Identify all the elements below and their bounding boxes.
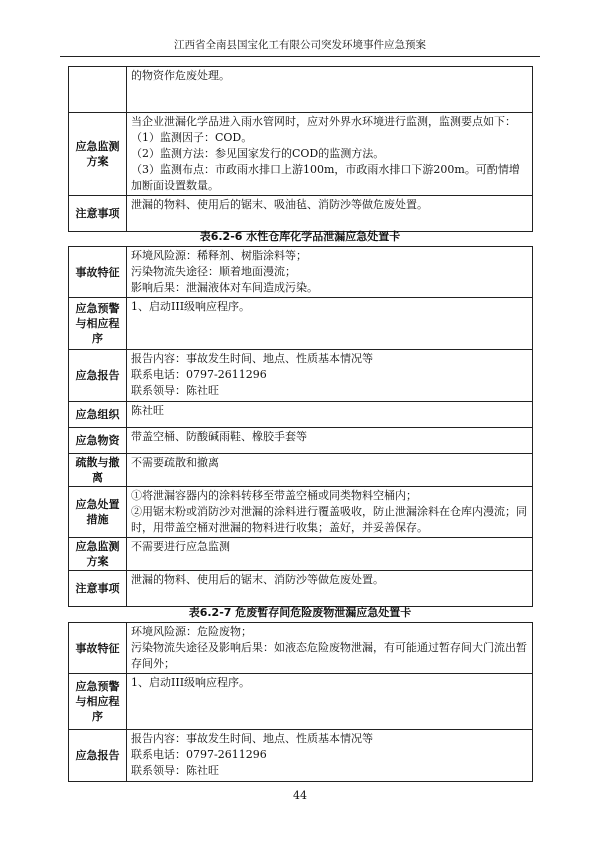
content-line: ②用锯末粉或消防沙对泄漏的涂料进行覆盖吸收，防止泄漏涂料在仓库内漫流；同时，用带盖空桶对泄漏的物料进行收集；盖好，并妥善保存。 — [131, 505, 527, 534]
table-row — [69, 113, 533, 196]
content-line: 报告内容：事故发生时间、地点、性质基本情况等 — [131, 732, 373, 745]
row-label: 应急报告 — [69, 730, 127, 782]
row-label: 事故特征 — [69, 623, 127, 674]
table-row — [69, 196, 533, 232]
table-row — [69, 454, 533, 487]
row-label: 应急组织 — [69, 402, 127, 428]
content-line: 1、启动III级响应程序。 — [131, 300, 251, 313]
content-line: 环境风险源：稀释剂、树脂涂料等； — [131, 249, 307, 262]
content-line: 污染物流失途径：顺着地面漫流； — [131, 265, 296, 278]
content-line: 报告内容：事故发生时间、地点、性质基本情况等 — [131, 352, 373, 365]
content-line: 污染物流失途径及影响后果：如液态危险废物泄漏，有可能通过暂存间大门流出暂存间外； — [131, 641, 527, 670]
table-row — [69, 571, 533, 607]
page-number: 44 — [293, 789, 307, 802]
content-line: 不需要进行应急监测 — [131, 540, 230, 553]
content-line: 联系领导：陈社旺 — [131, 764, 219, 777]
row-content — [127, 623, 533, 674]
content-line: （2）监测方法：参见国家发行的COD的监测方法。 — [131, 147, 385, 160]
table-row — [69, 402, 533, 428]
content-line: 当企业泄漏化学品进入雨水管网时，应对外界水环境进行监测，监测要点如下： — [131, 115, 516, 128]
table-row — [69, 428, 533, 454]
row-content — [127, 298, 533, 350]
row-label: 注意事项 — [69, 571, 127, 607]
row-content — [127, 67, 533, 113]
content-line: 不需要疏散和撤离 — [131, 456, 219, 469]
row-content — [127, 730, 533, 782]
content-line: 联系电话：0797-2611296 — [131, 748, 267, 761]
table-caption-6-2-6: 表6.2-6 水性仓库化学品泄漏应急处置卡 — [199, 230, 401, 243]
table-row — [69, 730, 533, 782]
content-line: 联系电话：0797-2611296 — [131, 368, 267, 381]
table-continued-response-card — [68, 66, 533, 232]
content-line: 带盖空桶、防酸碱雨鞋、橡胶手套等 — [131, 430, 307, 443]
header-rule — [60, 56, 540, 57]
row-label: 注意事项 — [69, 196, 127, 232]
page-header: 江西省全南县国宝化工有限公司突发环境事件应急预案 — [174, 39, 426, 51]
table-water-warehouse-leak-card — [68, 246, 533, 607]
table-row — [69, 538, 533, 571]
row-content — [127, 402, 533, 428]
row-label: 疏散与撤离 — [69, 454, 127, 487]
table-row — [69, 247, 533, 298]
table-row — [69, 350, 533, 402]
content-line: 联系领导：陈社旺 — [131, 384, 219, 397]
row-content — [127, 454, 533, 487]
row-content — [127, 487, 533, 538]
content-line: （1）监测因子：COD。 — [131, 131, 253, 144]
content-line: 的物资作危废处理。 — [131, 69, 230, 82]
content-line: 环境风险源：危险废物； — [131, 625, 252, 638]
row-content — [127, 538, 533, 571]
row-content — [127, 247, 533, 298]
content-line: 陈社旺 — [131, 404, 164, 417]
row-content — [127, 113, 533, 196]
row-label: 应急处置措施 — [69, 487, 127, 538]
row-content — [127, 350, 533, 402]
row-label — [69, 67, 127, 113]
content-line: 1、启动III级响应程序。 — [131, 676, 251, 689]
table-row — [69, 623, 533, 674]
content-line: 泄漏的物料、使用后的锯末、吸油毡、消防沙等做危废处置。 — [131, 198, 428, 211]
row-label: 应急物资 — [69, 428, 127, 454]
row-label: 应急预警与相应程序 — [69, 298, 127, 350]
content-line: 影响后果：泄漏液体对车间造成污染。 — [131, 281, 318, 294]
row-label: 应急监测方案 — [69, 538, 127, 571]
row-label: 应急预警与相应程序 — [69, 674, 127, 730]
table-hazardous-waste-leak-card — [68, 622, 533, 782]
row-label: 应急报告 — [69, 350, 127, 402]
row-content — [127, 428, 533, 454]
content-line: （3）监测布点：市政雨水排口上游100m，市政雨水排口下游200m。可酌情增加断面设置数量。 — [131, 163, 520, 192]
row-label: 应急监测方案 — [69, 113, 127, 196]
content-line: ①将泄漏容器内的涂料转移至带盖空桶或同类物料空桶内； — [131, 489, 417, 502]
row-label: 事故特征 — [69, 247, 127, 298]
row-content — [127, 196, 533, 232]
row-content — [127, 571, 533, 607]
table-row — [69, 298, 533, 350]
content-line: 泄漏的物料、使用后的锯末、消防沙等做危废处置。 — [131, 573, 384, 586]
table-caption-6-2-7: 表6.2-7 危废暂存间危险废物泄漏应急处置卡 — [188, 606, 412, 619]
table-row — [69, 67, 533, 113]
table-row — [69, 487, 533, 538]
row-content — [127, 674, 533, 730]
table-row — [69, 674, 533, 730]
